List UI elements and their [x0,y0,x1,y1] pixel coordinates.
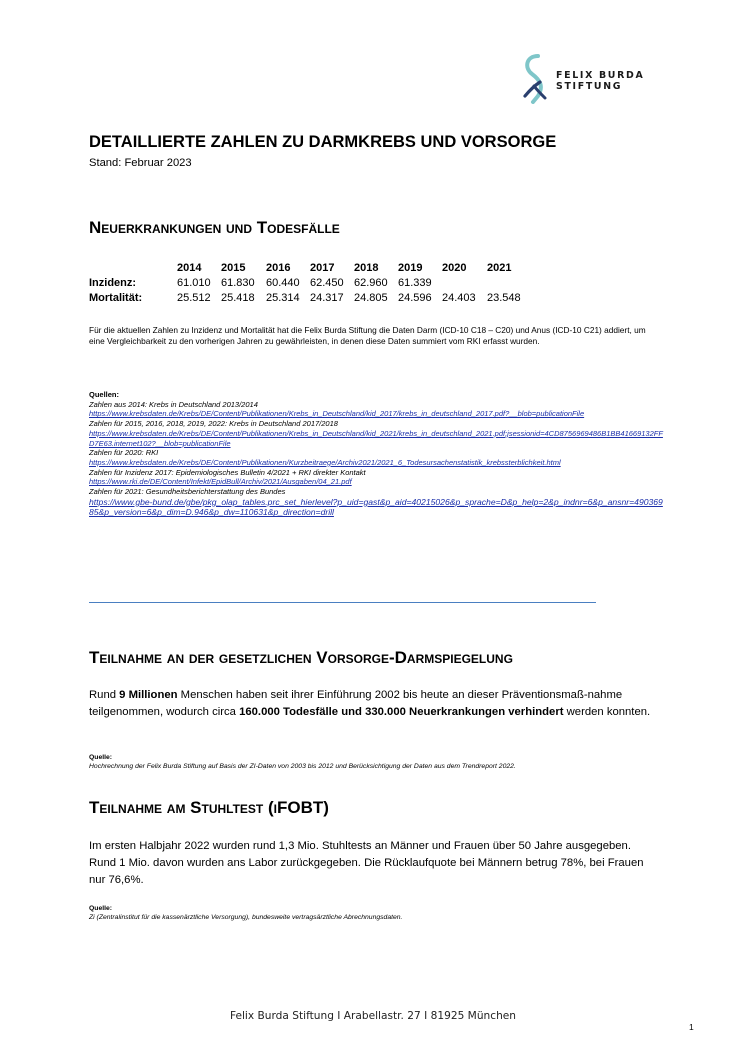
text-run: werden konnten. [563,706,651,719]
stats-note: Für die aktuellen Zahlen zu Inzidenz und Mortalität hat die Felix Burda Stiftung die Daten Darm (ICD-10 C18 – C20) und Anus (ICD-10 C21) addiert, um eine Vergleichbarkeit zu den vorherigen Jahren zu gewährleisten, in denen diese Daten summiert vom RKI erfasst wurden. [89,325,646,347]
source-text: Zahlen für Inzidenz 2017: Epidemiologisches Bulletin 4/2021 + RKI direkter Kontakt [89,467,366,477]
stand-date: Stand: Februar 2023 [89,157,192,169]
value-cell: 25.314 [266,292,300,304]
vorsorge-paragraph [89,687,654,721]
source-text: Zahlen für 2020: RKI [89,448,159,458]
source-link[interactable]: https://www.krebsdaten.de/Krebs/DE/Content/Publikationen/Krebs_in_Deutschland/kid_2021/krebs_in_deutschland_2021.pdf;jsessionid=4CD8756969486B1BB41669132FFD7E63.internet102?__blob=publicationFile [89,428,663,448]
source-text: Zi (Zentralinstitut für die kassenärztliche Versorgung), bundesweite vertragsärztliche Abrechnungsdaten. [89,914,403,921]
vorsorge-source [89,753,516,771]
stuhltest-source [89,904,402,922]
year-cell: 2015 [221,262,246,274]
value-cell: 61.830 [221,277,255,289]
value-cell: 24.403 [442,292,476,304]
source-link[interactable]: https://www.gbe-bund.de/gbe/pkg_olap_tables.prc_set_hierlevel?p_uid=gast&p_aid=40215026&p_sprache=D&p_help=2&p_indnr=6&p_ansnr=49036985&p_version=6&p_dim=D.946&p_dw=110631&p_direction=drill [89,496,663,518]
sources-label: Quellen: [89,390,120,399]
value-cell: 60.440 [266,277,300,289]
year-cell: 2014 [177,262,202,274]
section-heading-neuerkrankungen: Neuerkrankungen und Todesfälle [89,218,340,237]
highlight-todesfaelle: 160.000 Todesfälle und 330.000 Neuerkrankungen verhindert [239,706,564,719]
ribbon-icon [512,52,552,104]
source-text: Zahlen für 2021: Gesundheitsberichterstattung des Bundes [89,487,286,497]
value-cell: 61.339 [398,277,432,289]
row-label: Inzidenz: [89,277,137,289]
stuhltest-paragraph: Im ersten Halbjahr 2022 wurden rund 1,3 Mio. Stuhltests an Männer und Frauen über 50 Jahre ausgegeben. Rund 1 Mio. davon wurden ans Labor zurückgegeben. Die Rücklaufquote bei Männern betrug 78%, bei Frauen nur 76,6%. [89,840,644,887]
year-cell: 2018 [354,262,379,274]
text-run: Rund [89,689,120,701]
sources-list [89,390,664,518]
year-cell: 2019 [398,262,423,274]
source-link[interactable]: https://www.krebsdaten.de/Krebs/DE/Content/Publikationen/Kurzbeitraege/Archiv2021/2021_6_Todesursachenstatistik_krebssterblichkeit.html [89,457,561,467]
source-text: Zahlen aus 2014: Krebs in Deutschland 2013/2014 [89,399,258,409]
value-cell: 61.010 [177,277,211,289]
row-label: Mortalität: [89,292,143,304]
page-number: 1 [689,1022,694,1032]
highlight-millionen: 9 Millionen [119,689,178,701]
value-cell: 62.960 [354,277,388,289]
source-text: Zahlen für 2015, 2016, 2018, 2019, 2022: Krebs in Deutschland 2017/2018 [89,419,338,429]
section-heading-vorsorge: Teilnahme an der gesetzlichen Vorsorge-Darmspiegelung [89,648,513,667]
logo-line-2: STIFTUNG [556,80,623,92]
year-cell: 2016 [266,262,291,274]
logo-line-1: FELIX BURDA [556,70,645,81]
document-title: DETAILLIERTE ZAHLEN ZU DARMKREBS UND VORSORGE [89,133,557,151]
divider [89,602,596,603]
source-label: Quelle: [89,905,113,912]
year-cell: 2017 [310,262,335,274]
year-cell: 2020 [442,262,467,274]
text-run: Menschen haben seit ihrer Einführung 2002 bis heute an dieser Präventionsmaß-nahme teilgenommen, wodurch circa [89,689,623,719]
year-cell: 2021 [487,262,512,274]
value-cell: 25.418 [221,292,255,304]
source-link[interactable]: https://www.krebsdaten.de/Krebs/DE/Content/Publikationen/Krebs_in_Deutschland/kid_2017/krebs_in_deutschland_2017.pdf?__blob=publicationFile [89,409,585,419]
page-footer: Felix Burda Stiftung I Arabellastr. 27 I 81925 München [229,1010,517,1022]
value-cell: 24.805 [354,292,388,304]
value-cell: 23.548 [487,292,521,304]
felix-burda-logo [512,52,682,102]
value-cell: 24.596 [398,292,432,304]
source-link[interactable]: https://www.rki.de/DE/Content/Infekt/EpidBull/Archiv/2021/Ausgaben/04_21.pdf [89,477,352,487]
value-cell: 24.317 [310,292,344,304]
value-cell: 62.450 [310,277,344,289]
section-heading-stuhltest: Teilnahme am Stuhltest (iFOBT) [89,798,329,817]
source-text: Hochrechnung der Felix Burda Stiftung auf Basis der ZI-Daten von 2003 bis 2012 und Berücksichtigung der Daten aus dem Trendreport 2022. [89,763,516,770]
value-cell: 25.512 [177,292,211,304]
source-label: Quelle: [89,754,113,761]
